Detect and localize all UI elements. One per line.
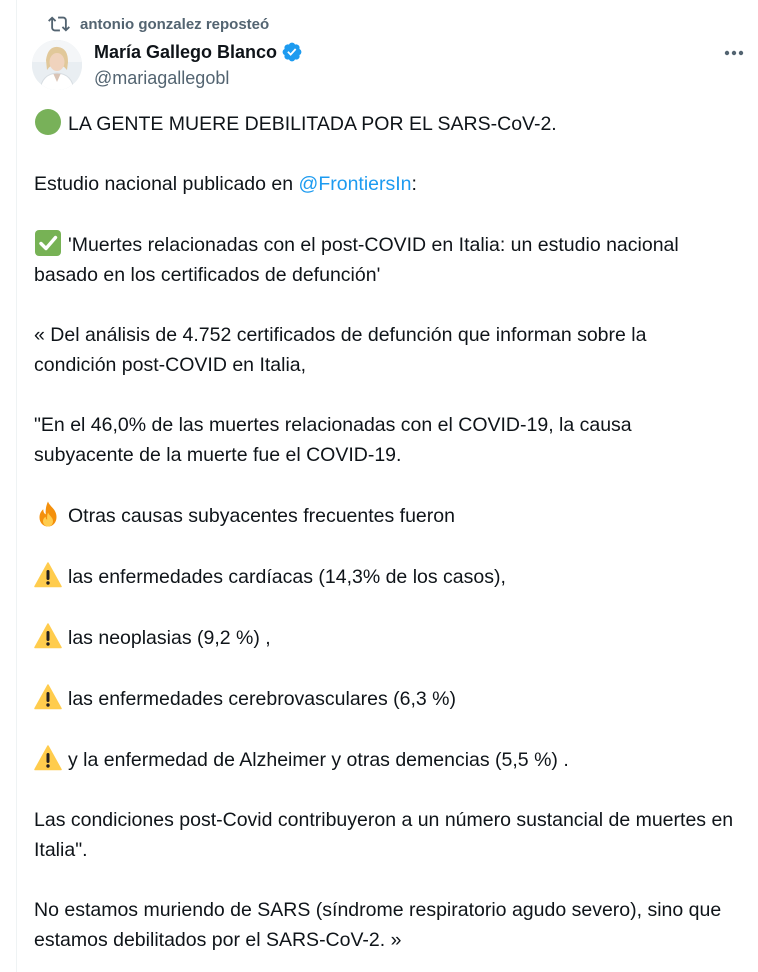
author-display-name[interactable]: María Gallego Blanco: [94, 41, 278, 62]
repost-indicator: [48, 12, 269, 36]
tweet-text-segment: Otras causas subyacentes frecuentes fueron: [68, 505, 455, 527]
tweet-paragraph: [34, 805, 734, 865]
tweet-text-segment: "En el 46,0% de las muertes relacionadas con el COVID-19, la causa subyacente de la muerte fue el COVID-19.: [34, 414, 632, 466]
tweet-text-segment: las enfermedades cerebrovasculares (6,3 %): [68, 688, 457, 710]
tweet-paragraph: [34, 744, 734, 775]
tweet-paragraph: [34, 500, 734, 531]
green-circle-icon: [34, 108, 62, 136]
tweet-text-segment: :: [411, 173, 417, 195]
tweet-text-segment: y la enfermedad de Alzheimer y otras demencias (5,5 %) .: [68, 749, 569, 771]
verified-badge-icon[interactable]: [281, 41, 303, 63]
tweet-paragraph: [34, 320, 734, 380]
tweet-paragraph: [34, 622, 734, 653]
author-block: [94, 40, 303, 89]
tweet-paragraph: [34, 561, 734, 592]
tweet-paragraph: [34, 895, 734, 955]
warning-icon: [34, 683, 62, 711]
tweet-paragraph: [34, 683, 734, 714]
check-mark-button-icon: [34, 229, 62, 257]
tweet-text-segment: Las condiciones post-Covid contribuyeron a un número sustancial de muertes en Italia".: [34, 809, 734, 861]
avatar[interactable]: [32, 40, 82, 90]
warning-icon: [34, 744, 62, 772]
author-name-row: [94, 40, 303, 64]
warning-icon: [34, 622, 62, 650]
more-horizontal-icon: [724, 43, 744, 61]
study-title-text: 'Muertes relacionadas con el post-COVID en Italia: un estudio nacional basado en los certificados de defunción': [34, 234, 679, 286]
tweet-paragraph: [34, 169, 734, 199]
tweet-paragraph: [34, 229, 734, 290]
tweet-text-segment: « Del análisis de 4.752 certificados de defunción que informan sobre la condición post-COVID en Italia,: [34, 324, 647, 376]
repost-icon: [48, 13, 70, 35]
repost-label[interactable]: antonio gonzalez reposteó: [80, 15, 270, 33]
more-options-button[interactable]: [720, 40, 748, 64]
tweet-text-segment: las enfermedades cardíacas (14,3% de los casos),: [68, 566, 506, 588]
tweet-text-segment: No estamos muriendo de SARS (síndrome respiratorio agudo severo), sino que estamos debilitados por el SARS-CoV-2. »: [34, 899, 722, 951]
tweet-headline: LA GENTE MUERE DEBILITADA POR EL SARS-CoV-2.: [68, 113, 557, 135]
warning-icon: [34, 561, 62, 589]
tweet-text-segment: Estudio nacional publicado en: [34, 173, 299, 195]
author-handle[interactable]: @mariagallegobl: [94, 68, 230, 88]
tweet-paragraph: [34, 108, 734, 139]
tweet-text: [34, 108, 734, 955]
tweet-paragraph: [34, 410, 734, 470]
fire-icon: [34, 500, 62, 528]
mention-link[interactable]: @FrontiersIn: [298, 173, 412, 195]
tweet-text-segment: las neoplasias (9,2 %) ,: [68, 627, 271, 649]
